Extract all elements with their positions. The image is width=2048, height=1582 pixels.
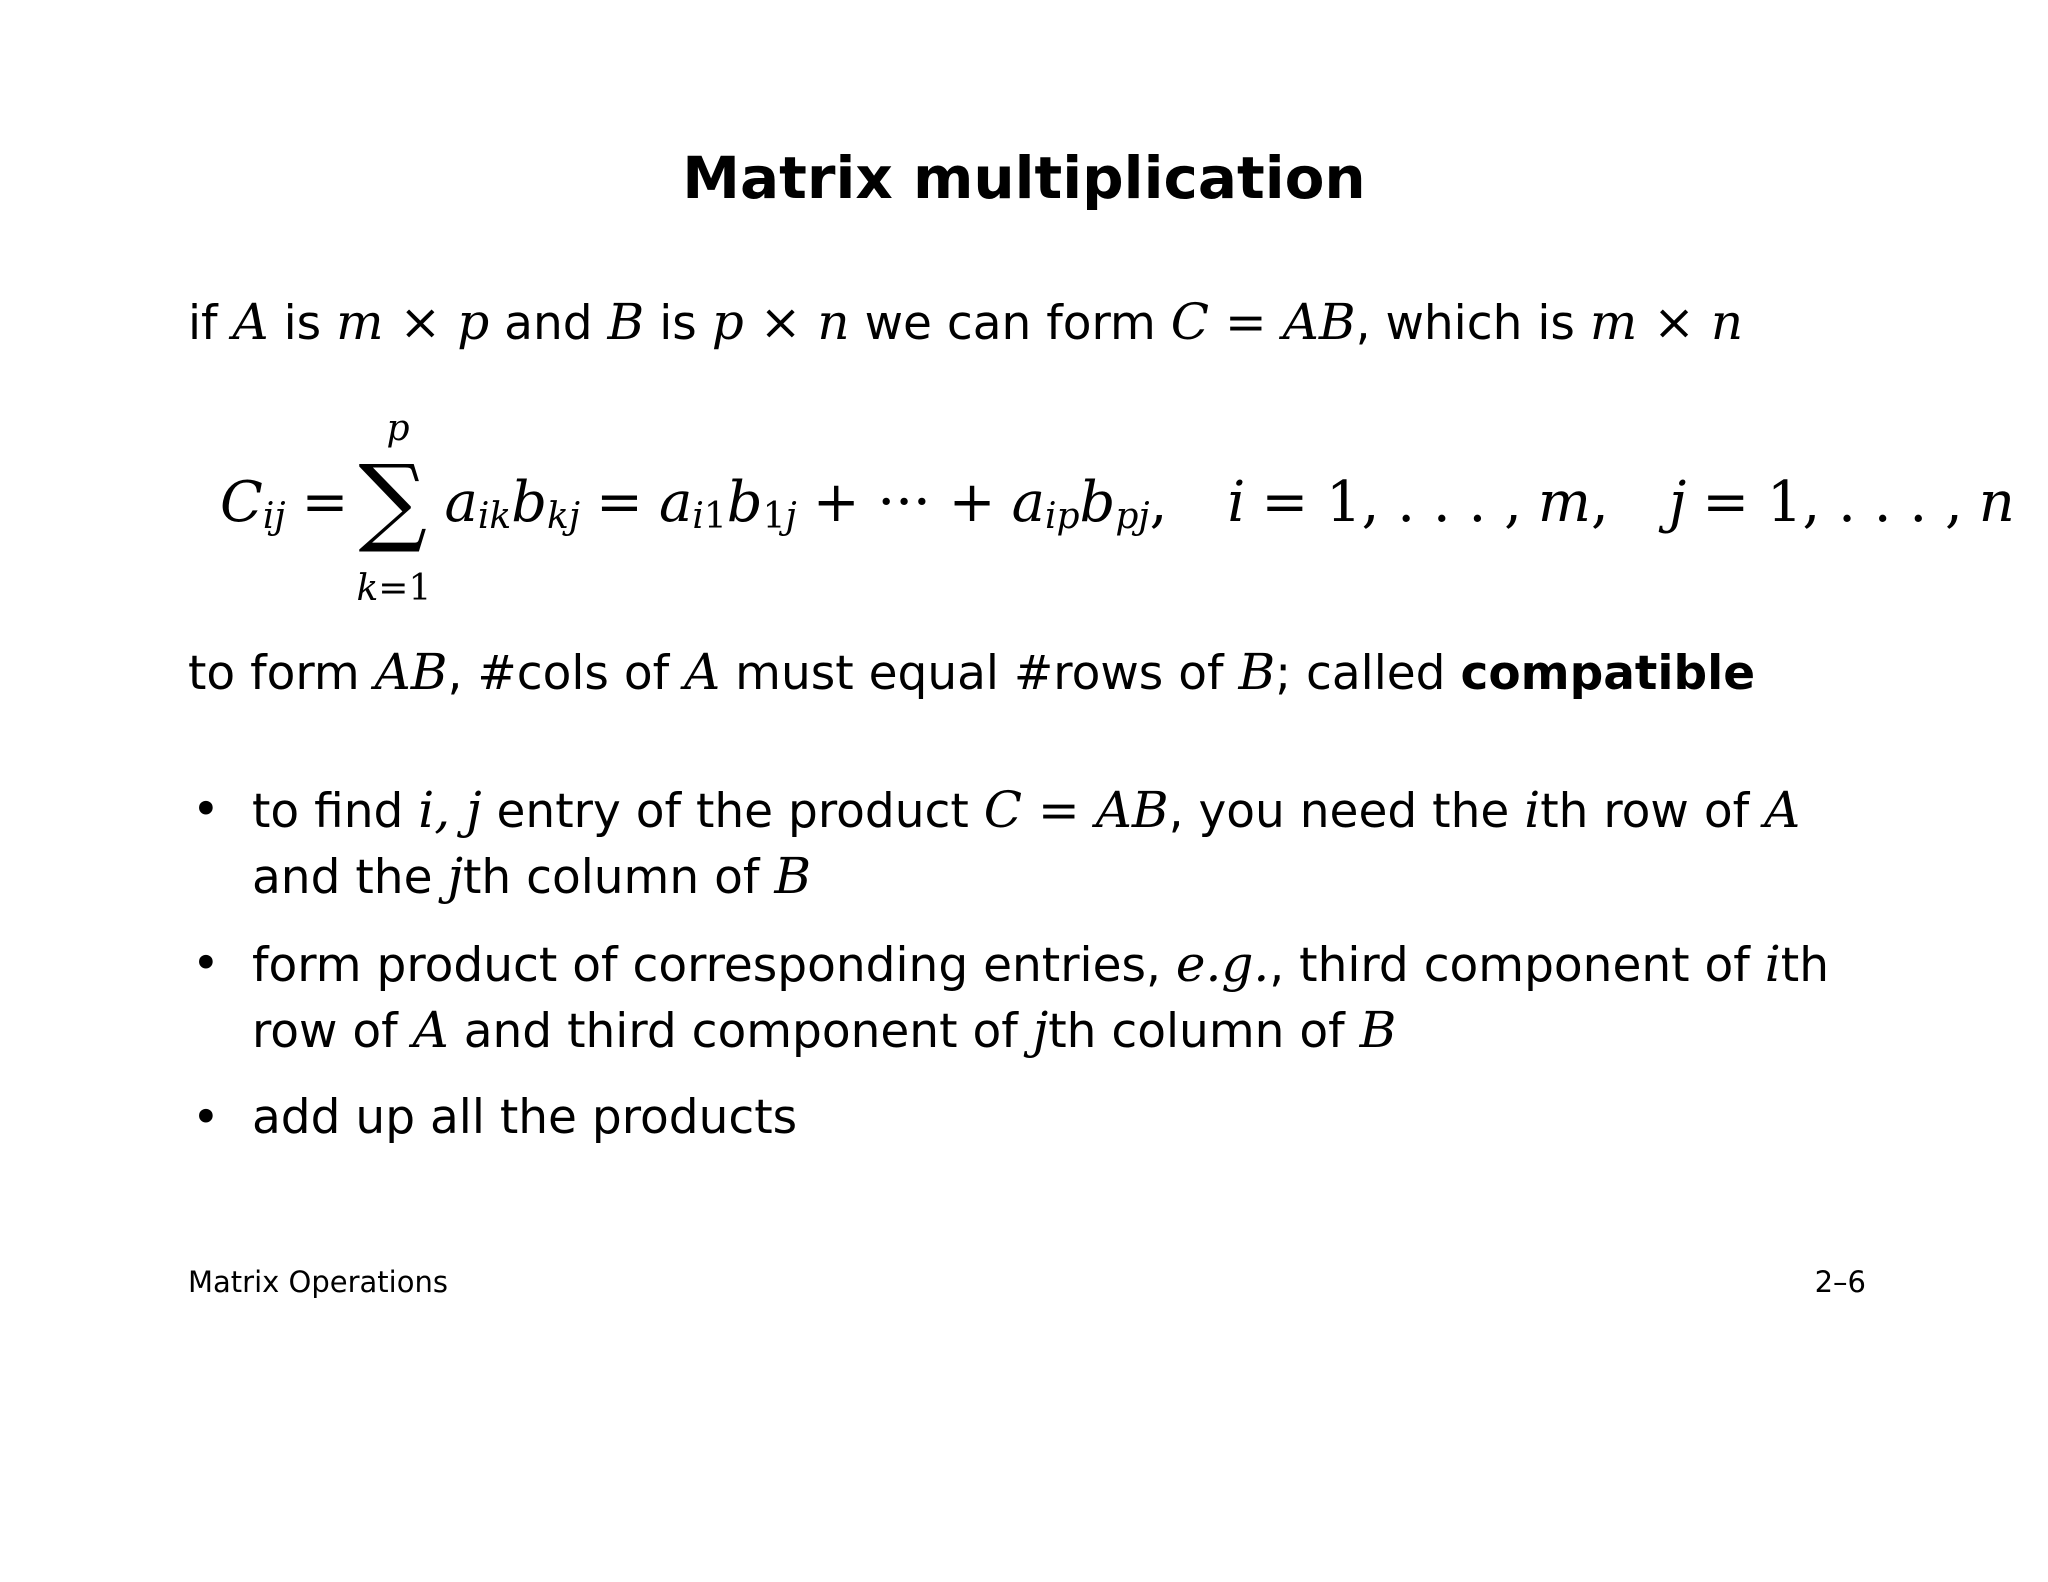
bullet-fragment: and third component of	[448, 1004, 1033, 1059]
math-var: n	[1710, 293, 1744, 351]
math-var: AB	[1095, 781, 1169, 839]
math-var: i, j	[418, 781, 482, 839]
bullet-list	[188, 778, 1908, 1172]
bullet-fragment: th column of	[462, 850, 775, 905]
summation	[356, 408, 436, 609]
eq-subscript: ij	[262, 496, 286, 537]
bullet-item	[188, 778, 1908, 910]
math-var: m	[336, 293, 384, 351]
bullet-text	[252, 781, 1801, 905]
intro-line	[188, 290, 1743, 356]
math-var: B	[1359, 1001, 1397, 1059]
math-var: B	[1238, 643, 1276, 701]
footer-page-number: 2–6	[1814, 1265, 1866, 1299]
math-var: A	[412, 1001, 449, 1059]
math-var: B	[774, 847, 812, 905]
sum-upper-limit: p	[386, 408, 410, 449]
bullet-text: add up all the products	[252, 1090, 798, 1145]
eq-symbol: a	[444, 470, 478, 535]
bullet-fragment: th row of	[252, 938, 1829, 1059]
bullet-fragment: entry of the product	[481, 784, 984, 839]
eq-subscript	[692, 482, 726, 552]
eq-symbol: b	[726, 470, 763, 535]
math-op: =	[1022, 781, 1096, 839]
eq-symbol: C	[220, 470, 263, 535]
compatible-term: compatible	[1460, 646, 1756, 701]
bullet-text	[252, 935, 1829, 1059]
eq-symbol: b	[1079, 470, 1116, 535]
math-var: p	[457, 293, 490, 351]
intro-text: and	[489, 296, 608, 351]
math-var: B	[607, 293, 645, 351]
eq-range: = 1, . . . ,	[1702, 470, 1963, 535]
math-op: ×	[383, 293, 458, 351]
bullet-fragment: th row of	[1540, 784, 1765, 839]
bullet-fragment: , you need the	[1168, 784, 1525, 839]
bullet-marker: •	[192, 1090, 220, 1145]
math-var: n	[817, 293, 850, 351]
compat-text: must equal #rows of	[720, 646, 1239, 701]
eq-symbol: n	[1978, 470, 2015, 535]
math-op: ×	[743, 293, 818, 351]
math-var: i	[1524, 781, 1541, 839]
compat-text: to form	[188, 646, 375, 701]
sum-lower-limit	[356, 554, 431, 624]
math-var: A	[232, 293, 269, 351]
eq-subscript: kj	[547, 496, 581, 537]
math-op: =	[1209, 293, 1283, 351]
display-equation	[220, 408, 2015, 609]
equation-row	[220, 408, 2015, 609]
slide-title: Matrix multiplication	[682, 144, 1366, 212]
math-var: j	[1032, 1001, 1049, 1059]
eq-operator: + ··· +	[812, 470, 996, 535]
bullet-fragment: th column of	[1048, 1004, 1360, 1059]
math-op: ×	[1637, 293, 1711, 351]
eq-symbol: b	[511, 470, 548, 535]
eq-symbol: i	[1227, 470, 1246, 535]
eq-operator: =	[301, 470, 349, 535]
eq-symbol: m	[1537, 470, 1591, 535]
bullet-marker: •	[192, 782, 220, 837]
intro-text: if	[188, 296, 233, 351]
math-var: C	[983, 781, 1023, 839]
math-var: A	[1764, 781, 1801, 839]
eq-symbol: a	[1011, 470, 1045, 535]
bullet-fragment: to find	[252, 784, 419, 839]
math-var: i	[1764, 935, 1781, 993]
math-var: AB	[374, 643, 448, 701]
math-var: A	[684, 643, 721, 701]
eq-subscript	[763, 482, 797, 552]
sum-lower-var: k	[356, 568, 379, 609]
sigma-symbol: ∑	[358, 444, 427, 556]
compatibility-line	[188, 640, 1755, 706]
compat-text: , #cols of	[447, 646, 685, 701]
eq-symbol: j	[1668, 470, 1687, 535]
eq-subscript: ip	[1044, 496, 1080, 537]
eq-punct: ,	[1149, 470, 1168, 535]
eq-symbol: a	[658, 470, 693, 535]
bullet-item	[188, 1086, 1908, 1150]
eq-punct: ,	[1591, 470, 1609, 535]
bullet-item	[188, 932, 1908, 1064]
eq-subscript-part: j	[785, 496, 797, 537]
eq-operator: =	[596, 470, 643, 535]
sum-lower-rest: =1	[378, 568, 432, 609]
footer-section-title: Matrix Operations	[188, 1265, 448, 1299]
math-var: p	[711, 293, 744, 351]
bullet-fragment: and the	[252, 850, 448, 905]
eq-range: = 1, . . . ,	[1261, 470, 1522, 535]
math-var: C	[1170, 293, 1210, 351]
eq-subscript-part: 1	[762, 496, 786, 537]
compat-text: ; called	[1275, 646, 1461, 701]
math-var: j	[447, 847, 463, 905]
intro-text: is	[268, 296, 337, 351]
math-var: m	[1589, 293, 1638, 351]
eq-subscript: ik	[477, 496, 512, 537]
bullet-marker: •	[192, 936, 220, 991]
math-var: e.g.	[1175, 935, 1270, 993]
eq-subscript: pj	[1115, 496, 1150, 537]
bullet-fragment: , third component of	[1269, 938, 1765, 993]
intro-text: is	[644, 296, 712, 351]
eq-subscript-part: 1	[703, 496, 727, 537]
math-var: AB	[1282, 293, 1356, 351]
intro-text: we can form	[849, 296, 1171, 351]
bullet-fragment: form product of corresponding entries,	[252, 938, 1176, 993]
eq-subscript-part: i	[692, 496, 704, 537]
intro-text: , which is	[1355, 296, 1590, 351]
